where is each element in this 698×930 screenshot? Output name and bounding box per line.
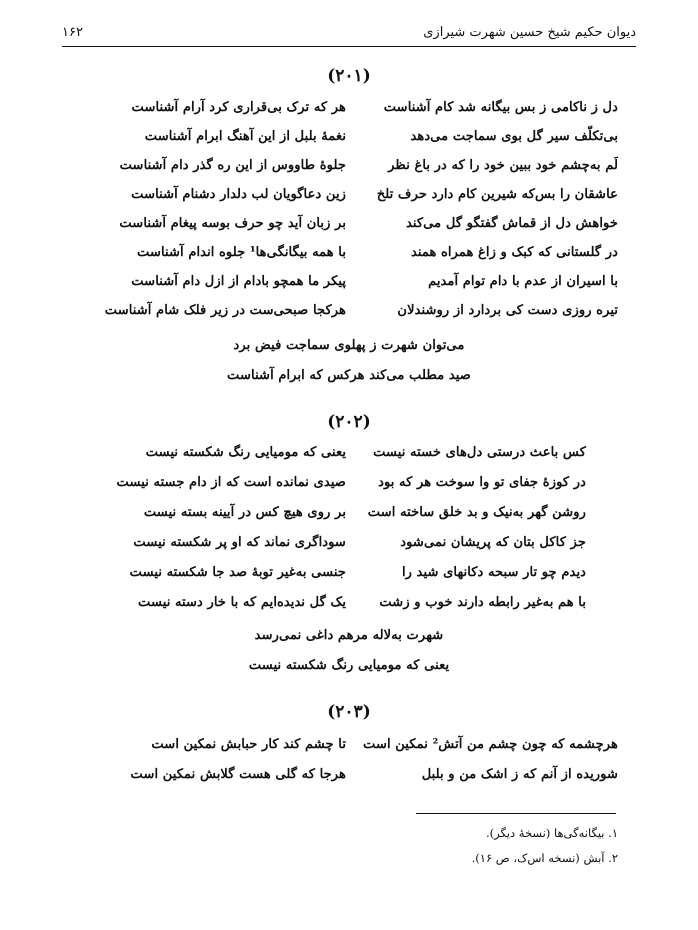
footnote-divider (416, 813, 616, 814)
hemistich-right: لَم به‌چشم خود ببین خود را که در باغ نظر (388, 158, 618, 173)
hemistich-left: نغمهٔ بلبل از این آهنگ ابرام آشناست (144, 129, 346, 144)
footnote-2: ۲. آبش (نسخه اس‌ک، ص ۱۶). (471, 851, 618, 865)
hemistich-right: هرچشمه که چون چشم من آتش² نمکین است (363, 737, 618, 752)
hemistich-left: با همه بیگانگی‌ها¹ جلوه اندام آشناست (137, 245, 346, 260)
hemistich-left: یعنی که مومیایی رنگ شکسته نیست (145, 445, 346, 460)
hemistich-right: عاشقان را بس‌که شیرین کام دارد حرف تلخ (376, 187, 618, 202)
hemistich-right: دل ز ناکامی ز بس بیگانه شد کام آشناست (383, 100, 618, 115)
hemistich-left: هرجا که گلی هست گلابش نمکین است (130, 767, 346, 782)
hemistich-right: شوریده از آنم که ز اشک من و بلبل (421, 767, 618, 782)
hemistich-left: جنسی به‌غیر توبهٔ صد جا شکسته نیست (129, 565, 346, 580)
hemistich-left: پیکر ما همچو بادام از ازل دام آشناست (131, 274, 346, 289)
footnote-1: ۱. بیگانه‌گی‌ها (نسخهٔ دیگر). (485, 826, 618, 840)
page-header (62, 20, 636, 44)
hemistich-left: تا چشم کند کار حبابش نمکین است (151, 737, 346, 752)
hemistich-left: صیدی نمانده است که از دام جسته نیست (116, 475, 346, 490)
hemistich-left: زین دعاگویان لب دلدار دشنام آشناست (131, 187, 346, 202)
page-number: ۱۶۲ (62, 24, 83, 40)
hemistich-left: هرکجا صبحی‌ست در زیر فلک شام آشناست (104, 303, 346, 318)
header-divider (62, 46, 636, 47)
hemistich-right: دیدم چو تار سبحه دکانهای شید را (401, 565, 586, 580)
hemistich-right: با هم به‌غیر رابطه دارند خوب و زشت (379, 595, 586, 610)
running-title: دیوان حکیم شیخ حسین شهرت شیرازی (423, 24, 636, 40)
closing-hemistich: صید مطلب می‌کند هرکس که ابرام آشناست (227, 368, 471, 383)
hemistich-right: در گلستانی که کبک و زاغ همراه همند (410, 245, 618, 260)
hemistich-right: روشن گهر به‌نیک و بد خلق ساخته است (367, 505, 586, 520)
hemistich-right: تیره روزی دست کی بردارد از روشندلان (397, 303, 618, 318)
closing-hemistich: می‌توان شهرت ز پهلوی سماجت فیض برد (233, 338, 465, 353)
hemistich-right: با اسیران از عدم با دام توام آمدیم (428, 274, 618, 289)
closing-hemistich: یعنی که مومیایی رنگ شکسته نیست (248, 658, 450, 673)
hemistich-right: کس باعث درستی دل‌های خسته نیست (373, 445, 586, 460)
closing-hemistich: شهرت به‌لاله مرهم داغی نمی‌رسد (254, 628, 444, 643)
hemistich-right: در کوزهٔ جفای تو وا سوخت هر که بود (378, 475, 586, 490)
hemistich-right: بی‌تکلّف سیر گل بوی سماجت می‌دهد (410, 129, 618, 144)
poem-title-202: (۲۰۲) (327, 412, 371, 432)
hemistich-right: خواهش دل از قماش گفتگو گل می‌کند (406, 216, 618, 231)
hemistich-left: هر که ترک بی‌قراری کرد آرام آشناست (131, 100, 346, 115)
poem-title-201: (۲۰۱) (327, 66, 371, 86)
hemistich-left: بر زبان آید چو حرف بوسه پیغام آشناست (119, 216, 346, 231)
hemistich-right: جز کاکل بتان که پریشان نمی‌شود (400, 535, 586, 550)
hemistich-left: جلوهٔ طاووس از این ره گذر دام آشناست (119, 158, 346, 173)
hemistich-left: سوداگری نماند که او پر شکسته نیست (133, 535, 346, 550)
hemistich-left: بر روی هیچ کس در آیینه بسته نیست (143, 505, 346, 520)
hemistich-left: یک گل ندیده‌ایم که با خار دسته نیست (138, 595, 346, 610)
poem-title-203: (۲۰۳) (327, 702, 371, 722)
